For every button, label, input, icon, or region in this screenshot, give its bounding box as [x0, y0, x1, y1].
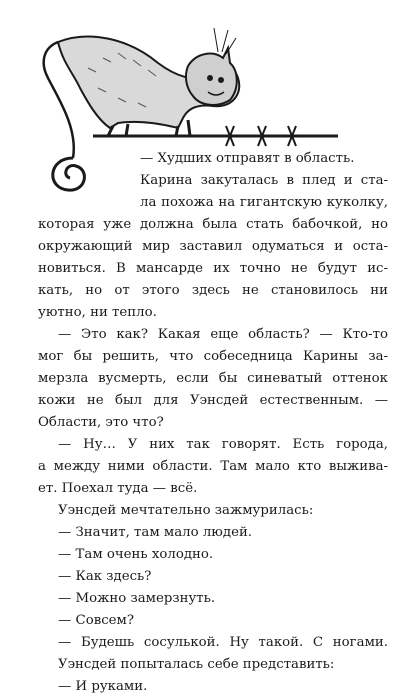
text-line: ла похожа на гигантскую куколку, [140, 195, 388, 210]
text-line: — Ну… У них так говорят. Есть города, [58, 437, 388, 452]
text-line: новиться. В мансарде их точно не будут ис- [38, 261, 388, 276]
text-line: кать, но от этого здесь не становилось ни [38, 283, 388, 298]
text-line: кожи не был для Уэнсдей естественным. — [38, 393, 388, 408]
text-line: мерзла вусмерть, если бы синеватый оттенок [38, 371, 388, 386]
text-line: уютно, ни тепло. [38, 305, 157, 320]
text-line: — Можно замерзнуть. [58, 591, 216, 606]
text-line: — Там очень холодно. [58, 547, 214, 562]
text-line: Карина закуталась в плед и ста- [140, 173, 388, 188]
text-line: окружающий мир заставил одуматься и оста- [38, 239, 388, 254]
text-line: Области, это что? [38, 415, 164, 430]
text-line: а между ними области. Там мало кто выжива- [38, 459, 388, 474]
text-line: Уэнсдей попыталась себе представить: [58, 657, 335, 672]
text-line: которая уже должна была стать бабочкой, но [38, 217, 388, 232]
text-line: мог бы решить, что собеседница Карины за- [38, 349, 388, 364]
text-line: — Это как? Какая еще область? — Кто-то [58, 327, 388, 342]
text-line: — Значит, там мало людей. [58, 525, 253, 540]
text-line: — Будешь сосулькой. Ну такой. С ногами. [58, 635, 388, 650]
text-line: — Худших отправят в область. [140, 151, 355, 166]
text-line: Уэнсдей мечтательно зажмурилась: [58, 503, 314, 518]
text-line: — Совсем? [58, 613, 134, 628]
text-line: — И руками. [58, 679, 148, 694]
text-line: — Как здесь? [58, 569, 152, 584]
text-line: ет. Поехал туда — всё. [38, 481, 198, 496]
